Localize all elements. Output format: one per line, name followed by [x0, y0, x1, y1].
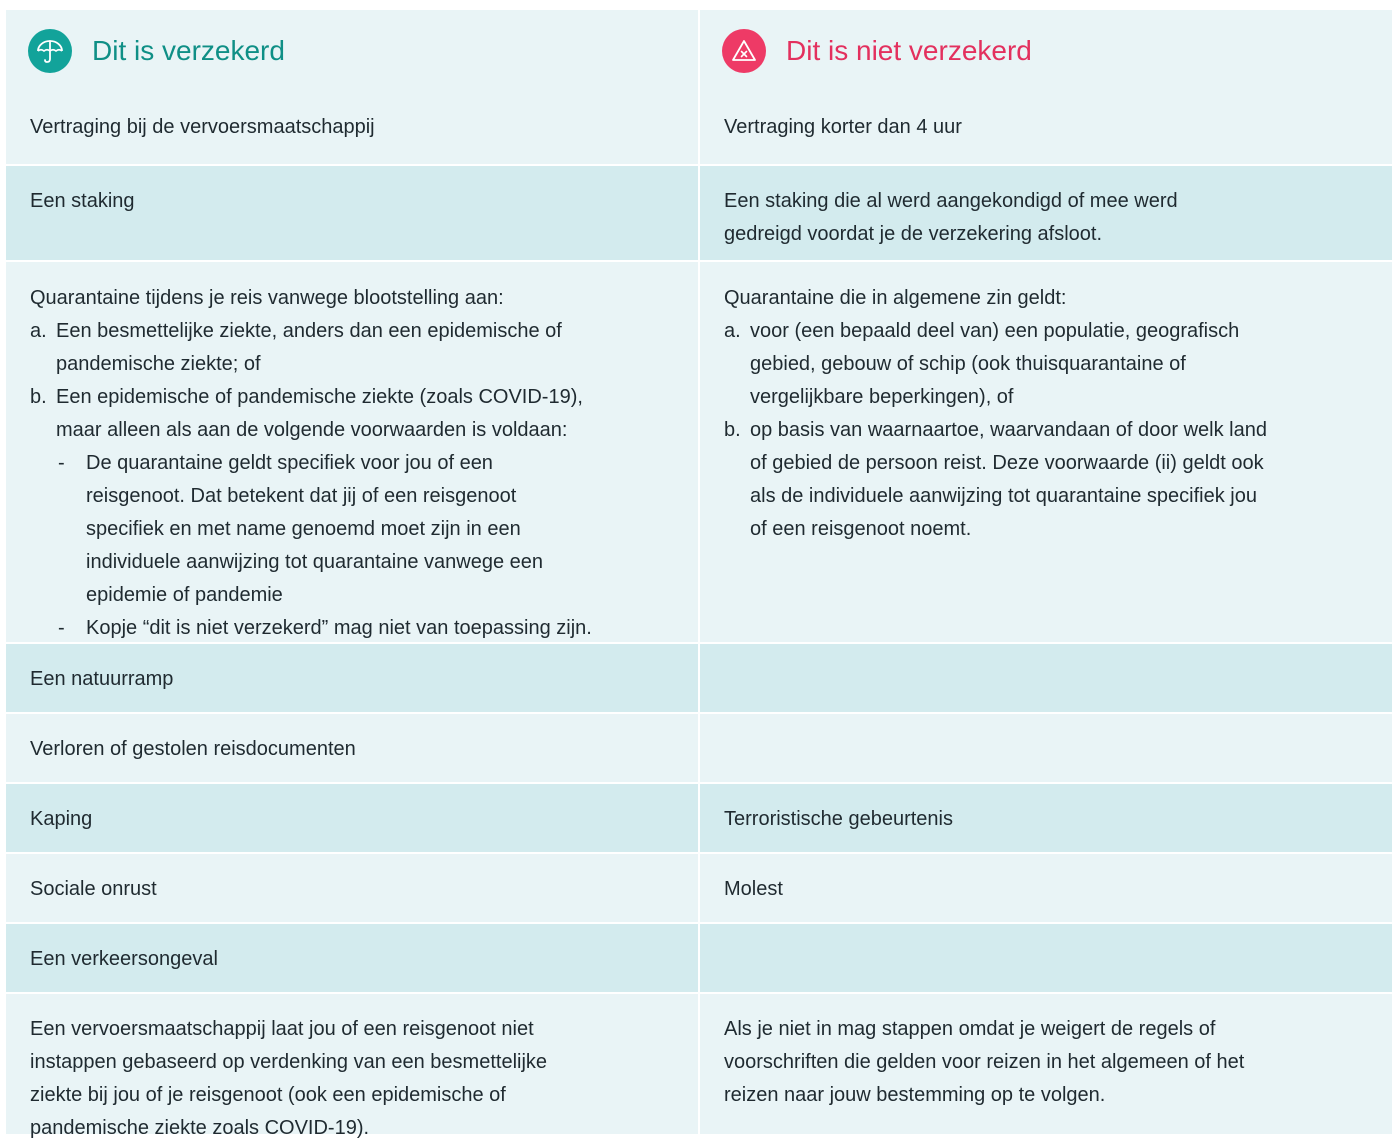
not-covered-header — [700, 10, 1392, 92]
not-covered-cell — [700, 92, 1392, 166]
not-covered-text: Vertraging korter dan 4 uur — [724, 116, 962, 138]
text-line: maar alleen als aan de volgende voorwaarden is voldaan: — [56, 419, 568, 441]
text-line: pandemische ziekte; of — [56, 353, 261, 375]
list-marker: a. — [724, 320, 741, 342]
text-line: specifiek en met name genoemd moet zijn in een — [86, 518, 521, 540]
covered-cell — [6, 92, 698, 166]
condition-list — [724, 315, 1372, 546]
text-line: ziekte bij jou of je reisgenoot (ook een epidemische of — [30, 1084, 506, 1106]
not-covered-cell — [700, 714, 1392, 784]
covered-cell — [6, 854, 698, 924]
text-line: instappen gebaseerd op verdenking van een besmettelijke — [30, 1051, 548, 1073]
text-line: De quarantaine geldt specifiek voor jou of een — [86, 452, 493, 474]
covered-text: Een staking — [30, 190, 135, 212]
list-intro: Quarantaine die in algemene zin geldt: — [724, 287, 1067, 309]
list-marker: b. — [724, 419, 741, 441]
umbrella-icon — [28, 29, 72, 73]
text-line: Als je niet in mag stappen omdat je weigert de regels of — [724, 1018, 1216, 1040]
list-item — [724, 315, 1372, 414]
text-line: of gebied de persoon reist. Deze voorwaarde (ii) geldt ook — [750, 452, 1264, 474]
covered-title: Dit is verzekerd — [92, 35, 285, 66]
covered-text: Vertraging bij de vervoersmaatschappij — [30, 116, 375, 138]
not-covered-title: Dit is niet verzekerd — [786, 35, 1032, 66]
not-covered-cell — [700, 854, 1392, 924]
list-item — [724, 414, 1372, 546]
covered-text: Een natuurramp — [30, 668, 174, 690]
not-covered-cell — [700, 924, 1392, 994]
covered-cell — [6, 166, 698, 262]
covered-cell — [6, 262, 698, 644]
text-line: voorschriften die gelden voor reizen in het algemeen of het — [724, 1051, 1245, 1073]
covered-cell — [6, 714, 698, 784]
sub-list-item — [56, 447, 592, 612]
text-line: Een besmettelijke ziekte, anders dan een epidemische of — [56, 320, 562, 342]
list-marker: b. — [30, 386, 47, 408]
sub-condition-list — [56, 447, 592, 645]
text-line: reisgenoot. Dat betekent dat jij of een reisgenoot — [86, 485, 517, 507]
text-line: voor (een bepaald deel van) een populatie, geografisch — [750, 320, 1240, 342]
text-line: pandemische ziekte zoals COVID-19). — [30, 1117, 370, 1139]
covered-text: Verloren of gestolen reisdocumenten — [30, 738, 356, 760]
text-line: als de individuele aanwijzing tot quarantaine specifiek jou — [750, 485, 1257, 507]
covered-header — [6, 10, 698, 92]
dash-marker: - — [58, 452, 65, 474]
not-covered-cell — [700, 994, 1392, 1134]
covered-cell — [6, 994, 698, 1139]
text-line: Een vervoersmaatschappij laat jou of een reisgenoot niet — [30, 1018, 534, 1040]
text-line: gedreigd voordat je de verzekering afsloot. — [724, 223, 1103, 245]
covered-cell — [6, 784, 698, 854]
coverage-table — [6, 10, 1392, 1139]
text-line: op basis van waarnaartoe, waarvandaan of door welk land — [750, 419, 1267, 441]
text-line: Kopje “dit is niet verzekerd” mag niet van toepassing zijn. — [86, 617, 592, 639]
dash-marker: - — [58, 617, 65, 639]
text-line: individuele aanwijzing tot quarantaine vanwege een — [86, 551, 543, 573]
covered-text: Een verkeersongeval — [30, 948, 218, 970]
warning-triangle-icon — [722, 29, 766, 73]
list-intro: Quarantaine tijdens je reis vanwege blootstelling aan: — [30, 287, 504, 309]
text-line: Een staking die al werd aangekondigd of mee werd — [724, 190, 1178, 212]
list-item — [30, 315, 678, 381]
not-covered-text: Molest — [724, 878, 783, 900]
not-covered-cell — [700, 166, 1392, 262]
text-line: epidemie of pandemie — [86, 584, 283, 606]
covered-cell — [6, 924, 698, 994]
not-covered-text: Terroristische gebeurtenis — [724, 808, 953, 830]
list-item — [30, 381, 678, 645]
not-covered-cell — [700, 784, 1392, 854]
text-line: gebied, gebouw of schip (ook thuisquarantaine of — [750, 353, 1186, 375]
list-marker: a. — [30, 320, 47, 342]
covered-text: Kaping — [30, 808, 93, 830]
covered-cell — [6, 644, 698, 714]
not-covered-cell — [700, 644, 1392, 714]
condition-list — [30, 315, 678, 645]
text-line: reizen naar jouw bestemming op te volgen. — [724, 1084, 1106, 1106]
not-covered-cell — [700, 262, 1392, 644]
text-line: vergelijkbare beperkingen), of — [750, 386, 1014, 408]
text-line: Een epidemische of pandemische ziekte (zoals COVID-19), — [56, 386, 583, 408]
sub-list-item — [56, 612, 592, 645]
covered-text: Sociale onrust — [30, 878, 157, 900]
text-line: of een reisgenoot noemt. — [750, 518, 972, 540]
